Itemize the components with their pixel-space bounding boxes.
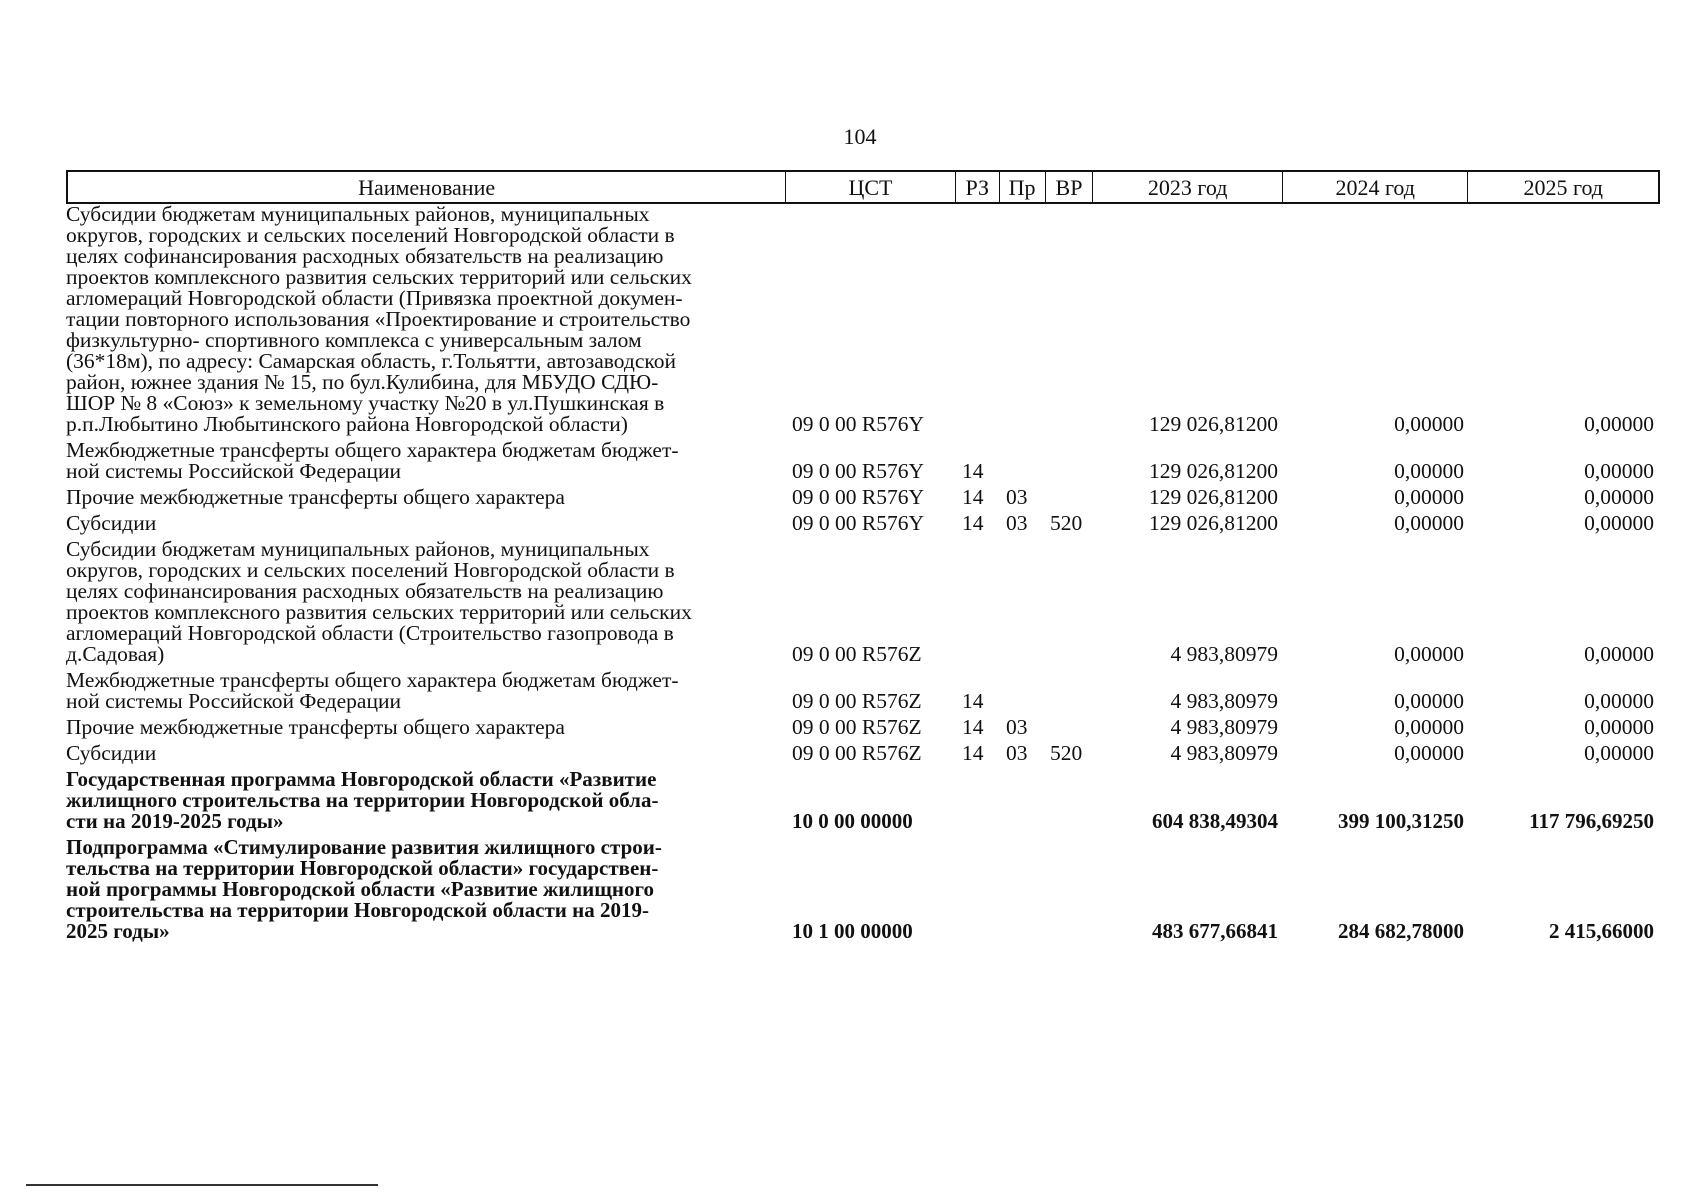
table-row xyxy=(66,717,1660,738)
page-number: 104 xyxy=(843,124,877,149)
cell-name: Подпрограмма «Стимулирование развития жилищного строи- тельства на территории Новгородской области» государствен- ной программы Новгородской области «Развитие жилищного строительства на территории Новгородской области на 2019- 2025 годы» xyxy=(66,835,662,943)
cell-name: Субсидии бюджетам муниципальных районов, муниципальных округов, городских и сельских поселений Новгородской области в целях софинансирования расходных обязательств на реализацию проектов комплексного развития сельских территорий или сельских агломераций Новгородской области (Строительство газопровода в д.Садовая) xyxy=(66,537,692,666)
cell-rz: 14 xyxy=(962,459,984,483)
cell-2025: 0,00000 xyxy=(1584,412,1654,436)
table-row xyxy=(66,769,1660,832)
cell-cst: 09 0 00 R576Y xyxy=(792,485,924,509)
cell-pr: 03 xyxy=(1006,715,1028,739)
cell-cst: 09 0 00 R576Y xyxy=(792,459,924,483)
table-row xyxy=(66,743,1660,764)
cell-2023: 4 983,80979 xyxy=(1170,715,1278,739)
cell-cst: 09 0 00 R576Z xyxy=(792,741,922,765)
table-row xyxy=(66,487,1660,508)
cell-2024: 284 682,78000 xyxy=(1338,919,1464,943)
header-vr: ВР xyxy=(1046,172,1094,202)
cell-pr: 03 xyxy=(1006,485,1028,509)
table-row xyxy=(66,513,1660,534)
cell-cst: 09 0 00 R576Z xyxy=(792,689,922,713)
cell-pr: 03 xyxy=(1006,741,1028,765)
cell-2025: 0,00000 xyxy=(1584,715,1654,739)
table-row xyxy=(66,440,1660,482)
cell-2023: 483 677,66841 xyxy=(1152,919,1278,943)
cell-2023: 4 983,80979 xyxy=(1170,741,1278,765)
cell-name: Субсидии xyxy=(66,741,157,765)
cell-2025: 0,00000 xyxy=(1584,741,1654,765)
table-row xyxy=(66,670,1660,712)
cell-name: Межбюджетные трансферты общего характера бюджетам бюджет- ной системы Российской Федерации xyxy=(66,668,679,713)
cell-2025: 0,00000 xyxy=(1584,689,1654,713)
table-row xyxy=(66,204,1660,435)
cell-2025: 2 415,66000 xyxy=(1549,919,1654,943)
cell-rz: 14 xyxy=(962,689,984,713)
cell-2024: 0,00000 xyxy=(1394,741,1464,765)
cell-2024: 0,00000 xyxy=(1394,412,1464,436)
cell-rz: 14 xyxy=(962,741,984,765)
cell-2024: 0,00000 xyxy=(1394,715,1464,739)
cell-cst: 10 0 00 00000 xyxy=(792,809,913,833)
cell-2025: 0,00000 xyxy=(1584,642,1654,666)
cell-cst: 09 0 00 R576Y xyxy=(792,511,924,535)
cell-name: Государственная программа Новгородской области «Развитие жилищного строительства на территории Новгородской обла- сти на 2019-2025 годы» xyxy=(66,767,659,833)
cell-name: Прочие межбюджетные трансферты общего характера xyxy=(66,715,565,739)
cell-2023: 129 026,81200 xyxy=(1149,412,1278,436)
cell-2024: 0,00000 xyxy=(1394,511,1464,535)
cell-2023: 129 026,81200 xyxy=(1149,511,1278,535)
cell-rz: 14 xyxy=(962,511,984,535)
cell-2025: 117 796,69250 xyxy=(1529,809,1654,833)
header-rz: РЗ xyxy=(956,172,1000,202)
cell-rz: 14 xyxy=(962,485,984,509)
footer-rule xyxy=(26,1184,378,1186)
cell-2023: 129 026,81200 xyxy=(1149,485,1278,509)
cell-rz: 14 xyxy=(962,715,984,739)
cell-pr: 03 xyxy=(1006,511,1028,535)
cell-2023: 604 838,49304 xyxy=(1152,809,1278,833)
table-row xyxy=(66,539,1660,665)
cell-2023: 4 983,80979 xyxy=(1170,689,1278,713)
cell-2024: 0,00000 xyxy=(1394,642,1464,666)
cell-2025: 0,00000 xyxy=(1584,459,1654,483)
cell-vr: 520 xyxy=(1050,741,1083,765)
cell-2024: 399 100,31250 xyxy=(1338,809,1464,833)
header-2023: 2023 год xyxy=(1093,172,1283,202)
header-cst: ЦСТ xyxy=(786,172,956,202)
table-body xyxy=(66,204,1660,947)
cell-cst: 10 1 00 00000 xyxy=(792,919,913,943)
cell-2024: 0,00000 xyxy=(1394,485,1464,509)
header-pr: Пр xyxy=(1000,172,1046,202)
cell-2024: 0,00000 xyxy=(1394,459,1464,483)
header-2024: 2024 год xyxy=(1283,172,1469,202)
header-2025: 2025 год xyxy=(1523,175,1604,200)
cell-2023: 4 983,80979 xyxy=(1170,642,1278,666)
cell-cst: 09 0 00 R576Z xyxy=(792,642,922,666)
table-row xyxy=(66,837,1660,942)
cell-cst: 09 0 00 R576Z xyxy=(792,715,922,739)
cell-cst: 09 0 00 R576Y xyxy=(792,412,924,436)
cell-name: Межбюджетные трансферты общего характера бюджетам бюджет- ной системы Российской Федерации xyxy=(66,438,679,483)
cell-2025: 0,00000 xyxy=(1584,511,1654,535)
cell-name: Субсидии xyxy=(66,511,157,535)
cell-2025: 0,00000 xyxy=(1584,485,1654,509)
table-header xyxy=(66,170,1660,204)
cell-name: Субсидии бюджетам муниципальных районов, муниципальных округов, городских и сельских поселений Новгородской области в целях софинансирования расходных обязательств на реализацию проектов комплексного развития сельских территорий или сельских агломераций Новгородской области (Привязка проектной докумен- тации повторного использования «Проектирование и строительство физкультурно- спортивного комплекса с универсальным залом (36*18м), по адресу: Самарская область, г.Тольятти, автозаводской район, южнее здания № 15, по бул.Кулибина, для МБУДО СДЮ- ШОР № 8 «Союз» к земельному участку №20 в ул.Пушкинская в р.п.Любытино Любытинского района Новгородской области) xyxy=(66,202,692,436)
cell-vr: 520 xyxy=(1050,511,1083,535)
header-name: Наименование xyxy=(68,172,786,202)
cell-2024: 0,00000 xyxy=(1394,689,1464,713)
cell-2023: 129 026,81200 xyxy=(1149,459,1278,483)
cell-name: Прочие межбюджетные трансферты общего характера xyxy=(66,485,565,509)
